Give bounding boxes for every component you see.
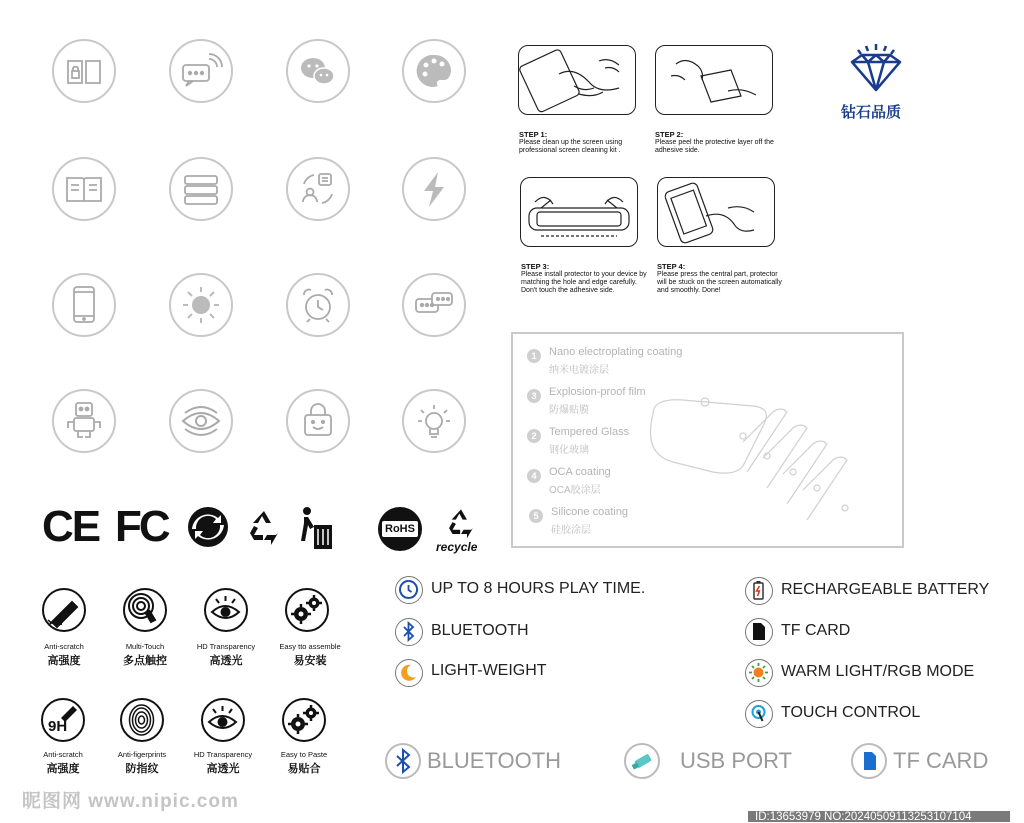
stylus-scratch-icon bbox=[42, 588, 86, 632]
eye-rays-icon bbox=[201, 698, 245, 742]
manual-lock-icon bbox=[52, 39, 116, 103]
badge-label-en: Easy tto assemble bbox=[279, 642, 341, 651]
badge-label-en: Anti-figerprints bbox=[117, 750, 167, 759]
layer-name-cn: 防爆贴膜 bbox=[549, 405, 589, 416]
layer-stack-illustration bbox=[643, 374, 893, 544]
layer-name-en: Tempered Glass bbox=[549, 426, 630, 438]
badge-label-en: Anti-scratch bbox=[43, 750, 83, 759]
badge-label-cn: 高透光 bbox=[209, 655, 243, 667]
watermark-id: ID:13653979 NO:20240509113253107104 bbox=[755, 811, 972, 823]
trash-bin-icon bbox=[298, 505, 334, 551]
step-3-illustration bbox=[520, 177, 638, 247]
alarm-clock-icon bbox=[286, 273, 350, 337]
layer-number: 3 bbox=[527, 389, 541, 403]
step-1-illustration bbox=[518, 45, 636, 115]
diamond-icon bbox=[846, 42, 906, 94]
layer-name-cn: 钢化玻璃 bbox=[549, 445, 589, 456]
layer-number: 2 bbox=[527, 429, 541, 443]
layer-name-en: Silicone coating bbox=[551, 506, 629, 518]
feature-label: BLUETOOTH bbox=[431, 622, 529, 639]
badge-label-cn: 易安装 bbox=[293, 655, 327, 667]
badge-label-cn: 高透光 bbox=[206, 763, 240, 775]
step-4-text: Please press the central part, protector will be stuck on the screen automatically and smoothly. Done! bbox=[657, 271, 782, 294]
wechat-icon bbox=[286, 39, 350, 103]
ce-mark: CE bbox=[42, 502, 100, 551]
smile-bag-icon bbox=[286, 389, 350, 453]
watermark-site: 昵图网 www.nipic.com bbox=[22, 791, 239, 812]
step-2-text: Please peel the protective layer off the adhesive side. bbox=[655, 139, 774, 154]
rohs-label: RoHS bbox=[382, 521, 418, 537]
recycle-label: recycle bbox=[436, 540, 478, 554]
fingerprint-icon bbox=[120, 698, 164, 742]
badge-label-en: Anti-scratch bbox=[44, 642, 84, 651]
eye-icon bbox=[169, 389, 233, 453]
layer-name-en: Nano electroplating coating bbox=[549, 346, 683, 358]
feature-label: WARM LIGHT/RGB MODE bbox=[781, 663, 975, 680]
robot-icon bbox=[52, 389, 116, 453]
badge-label-cn: 高强度 bbox=[47, 655, 81, 667]
step-3-title: STEP 3: bbox=[521, 262, 550, 271]
battery-icon bbox=[745, 577, 773, 605]
book-icon bbox=[52, 157, 116, 221]
lightbulb-icon bbox=[402, 389, 466, 453]
usb-icon bbox=[624, 743, 660, 779]
recycle-arrows-icon bbox=[443, 506, 479, 540]
touch-icon bbox=[745, 700, 773, 728]
sd-card-icon bbox=[745, 618, 773, 646]
bottom-feature-label: TF CARD bbox=[893, 748, 989, 773]
feature-label: RECHARGEABLE BATTERY bbox=[781, 581, 990, 598]
step-3-text: Please install protector to your device by matching the hole and edge carefully. Don't touch the adhesive side. bbox=[521, 271, 647, 294]
gears-icon bbox=[282, 698, 326, 742]
step-2-title: STEP 2: bbox=[655, 130, 684, 139]
layer-name-cn: 纳米电镀涂层 bbox=[549, 365, 609, 376]
step-1-text: Please clean up the screen using professional screen cleaning kit . bbox=[519, 139, 623, 154]
feature-label: LIGHT-WEIGHT bbox=[431, 662, 547, 679]
badge-label-en: HD Transparency bbox=[196, 642, 256, 651]
badge-label-cn: 易贴合 bbox=[287, 763, 321, 775]
phone-icon bbox=[52, 273, 116, 337]
layer-name-en: Explosion-proof film bbox=[549, 386, 646, 398]
feature-label: UP TO 8 HOURS PLAY TIME. bbox=[431, 580, 646, 597]
chat-bubbles-icon bbox=[402, 273, 466, 337]
chat-wifi-icon bbox=[169, 39, 233, 103]
palette-icon bbox=[402, 39, 466, 103]
hardness-mark: 9H bbox=[48, 718, 68, 735]
bottom-feature-label: USB PORT bbox=[680, 748, 793, 773]
step-1-title: STEP 1: bbox=[519, 130, 548, 139]
layer-diagram bbox=[511, 332, 904, 548]
feature-label: TOUCH CONTROL bbox=[781, 704, 921, 721]
step-2-illustration bbox=[655, 45, 773, 115]
badge-label-en: HD Transparency bbox=[193, 750, 253, 759]
clock-icon bbox=[395, 576, 423, 604]
badge-label-en: Multi-Touch bbox=[125, 642, 165, 651]
step-4-title: STEP 4: bbox=[657, 262, 686, 271]
recycle-icon bbox=[244, 507, 284, 547]
lightning-icon bbox=[402, 157, 466, 221]
rohs-badge bbox=[378, 507, 422, 551]
layer-number: 5 bbox=[529, 509, 543, 523]
bluetooth-icon bbox=[395, 618, 423, 646]
badge-label-en: Easy to Paste bbox=[280, 750, 328, 759]
bluetooth-icon bbox=[385, 743, 421, 779]
menu-stack-icon bbox=[169, 157, 233, 221]
layer-number: 4 bbox=[527, 469, 541, 483]
rgb-light-icon bbox=[745, 659, 773, 687]
layer-name-cn: OCA胶涂层 bbox=[549, 485, 601, 496]
layer-number: 1 bbox=[527, 349, 541, 363]
badge-label-cn: 多点触控 bbox=[123, 655, 167, 667]
layer-name-cn: 硅胶涂层 bbox=[551, 525, 591, 536]
layer-name-en: OCA coating bbox=[549, 466, 611, 478]
green-dot-icon bbox=[186, 505, 230, 549]
sd-card-icon bbox=[851, 743, 887, 779]
bottom-feature-label: BLUETOOTH bbox=[427, 748, 562, 773]
multi-touch-icon bbox=[123, 588, 167, 632]
hardness-9h-icon bbox=[41, 698, 85, 742]
feature-label: TF CARD bbox=[781, 622, 851, 639]
quality-label: 钻石品质 bbox=[841, 104, 902, 121]
sun-icon bbox=[169, 273, 233, 337]
badge-label-cn: 防指纹 bbox=[125, 763, 159, 775]
step-4-illustration bbox=[657, 177, 775, 247]
eye-rays-icon bbox=[204, 588, 248, 632]
badge-label-cn: 高强度 bbox=[46, 763, 80, 775]
sync-user-icon bbox=[286, 157, 350, 221]
moon-icon bbox=[395, 659, 423, 687]
gears-icon bbox=[285, 588, 329, 632]
fcc-mark: FC bbox=[115, 502, 168, 551]
